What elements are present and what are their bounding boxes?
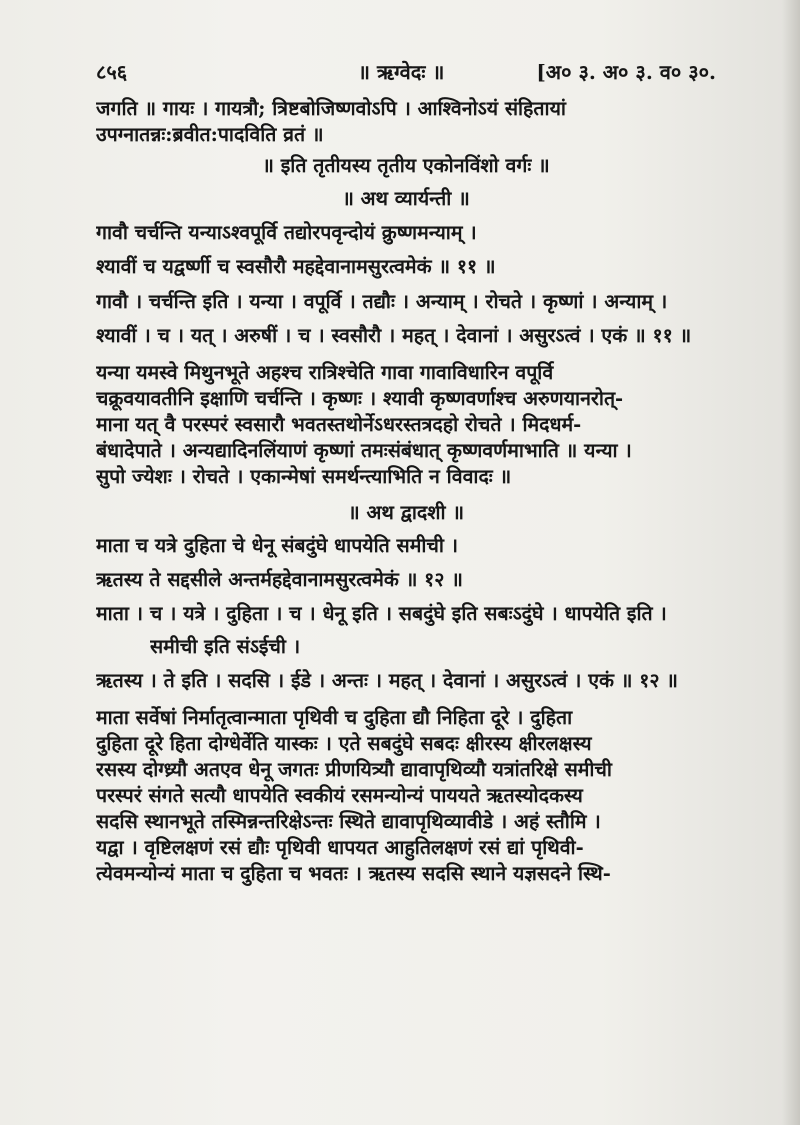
- page-header: [96, 58, 716, 88]
- commentary-line: त्येवमन्योन्यं माता च दुहिता च भवतः । ऋतस्य सदसि स्थाने यज्ञसदने स्थि-: [96, 862, 611, 885]
- text-line: जगति ॥ गायः । गायत्रौ; त्रिष्टबोजिष्णवोऽपि । आश्विनोऽयं संहितायां: [96, 97, 566, 120]
- page-number: ८५६: [96, 60, 128, 84]
- padapatha-line: समीची इति संऽईची ।: [150, 635, 301, 658]
- padapatha-line: श्यावीं । च । यत् । अरुषीं । च । स्वसौरौ । महत् । देवानां । असुरऽत्वं । एकं ॥ ११ ॥: [96, 324, 692, 347]
- commentary-line: रसस्य दोग्ध्र्यौ अतएव धेनू जगतः प्रीणयित्र्यौ द्यावापृथिव्यौ यत्रांतरिक्षे समीची: [96, 758, 612, 781]
- page-edge-shadow: [782, 0, 800, 1125]
- verse-line: गावौ चर्चन्ति यन्याऽश्वपूर्वि तद्योरपवृन्दोयं क्रुष्णमन्याम् ।: [96, 221, 477, 244]
- commentary-line: माना यत् वै परस्परं स्वसारौ भवतस्तथोर्नेऽधरस्तत्रदहो रोचते । मिदधर्म-: [96, 413, 582, 436]
- verse-colophon: ॥ इति तृतीयस्य तृतीय एकोनविंशो वर्गः ॥: [262, 154, 550, 177]
- commentary-line: दुहिता दूरे हिता दोग्धेर्वेति यास्कः । एते सबदुंघे सबदः क्षीरस्य क्षीरलक्षस्य: [96, 732, 592, 755]
- running-title: ॥ ऋग्वेदः ॥: [358, 60, 445, 84]
- commentary-line: चक्रूवयावतीनि इक्षाणि चर्चन्ति । कृष्णः । श्यावी कृष्णवर्णाश्च अरुणयानरोत्-: [96, 387, 624, 410]
- verse-line: माता च यत्रे दुहिता चे धेनू संबदुंघे धापयेति समीची ।: [96, 534, 459, 557]
- text-line: उपग्नातन्नः:ब्रवीत:पादविति व्रतं ॥: [96, 123, 324, 146]
- section-reference: [अ० ३. अ० ३. व० ३०.: [536, 60, 716, 84]
- commentary-line: बंधादेपाते । अन्यद्यादिनलिंयाणं कृष्णां तमःसंबंधात् कृष्णवर्णमाभाति ॥ यन्या ।: [96, 439, 632, 462]
- commentary-line: सदसि स्थानभूते तस्मिन्नन्तरिक्षेऽन्तः स्थिते द्यावापृथिव्यावीडे । अहं स्तौमि ।: [96, 810, 601, 833]
- padapatha-line: माता । च । यत्रे । दुहिता । च । धेनू इति । सबदुंघे इति सबःऽदुंघे । धापयेति इति ।: [96, 602, 667, 625]
- padapatha-line: ऋतस्य । ते इति । सदसि । ईडे । अन्तः । महत् । देवानां । असुरऽत्वं । एकं ॥ १२ ॥: [96, 669, 678, 692]
- commentary-line: यन्या यमस्वे मिथुनभूते अहश्च रात्रिश्चेति गावा गावाविधारिन वपूर्वि: [96, 361, 554, 384]
- commentary-line: सुपो ज्येशः । रोचते । एकान्मेषां समर्थन्त्याभिति न विवादः ॥: [96, 465, 512, 488]
- commentary-line: यद्वा । वृष्टिलक्षणं रसं द्यौः पृथिवी धापयत आहुतिलक्षणं रसं द्यां पृथिवी-: [96, 836, 584, 859]
- verse-line: ऋतस्य ते सद्दसीले अन्तर्महद्देवानामसुरत्वमेकं ॥ १२ ॥: [96, 568, 463, 591]
- verse-heading: ॥ अथ व्यार्यन्ती ॥: [342, 187, 470, 210]
- commentary-line: परस्परं संगते सत्यौ धापयेति स्वकीयं रसमन्योन्यं पाययते ऋतस्योदकस्य: [96, 784, 583, 807]
- verse-line: श्यावीं च यद्वर्ष्णी च स्वसौरौ महद्देवानामसुरत्वमेकं ॥ ११ ॥: [96, 255, 496, 278]
- padapatha-line: गावौ । चर्चन्ति इति । यन्या । वपूर्वि । तद्यौः । अन्याम् । रोचते । कृष्णां । अन्याम् ।: [96, 290, 668, 313]
- commentary-line: माता सर्वेषां निर्मातृत्वान्माता पृथिवी च दुहिता द्यौ निहिता दूरे । दुहिता: [96, 706, 573, 729]
- verse-heading: ॥ अथ द्वादशी ॥: [347, 501, 464, 524]
